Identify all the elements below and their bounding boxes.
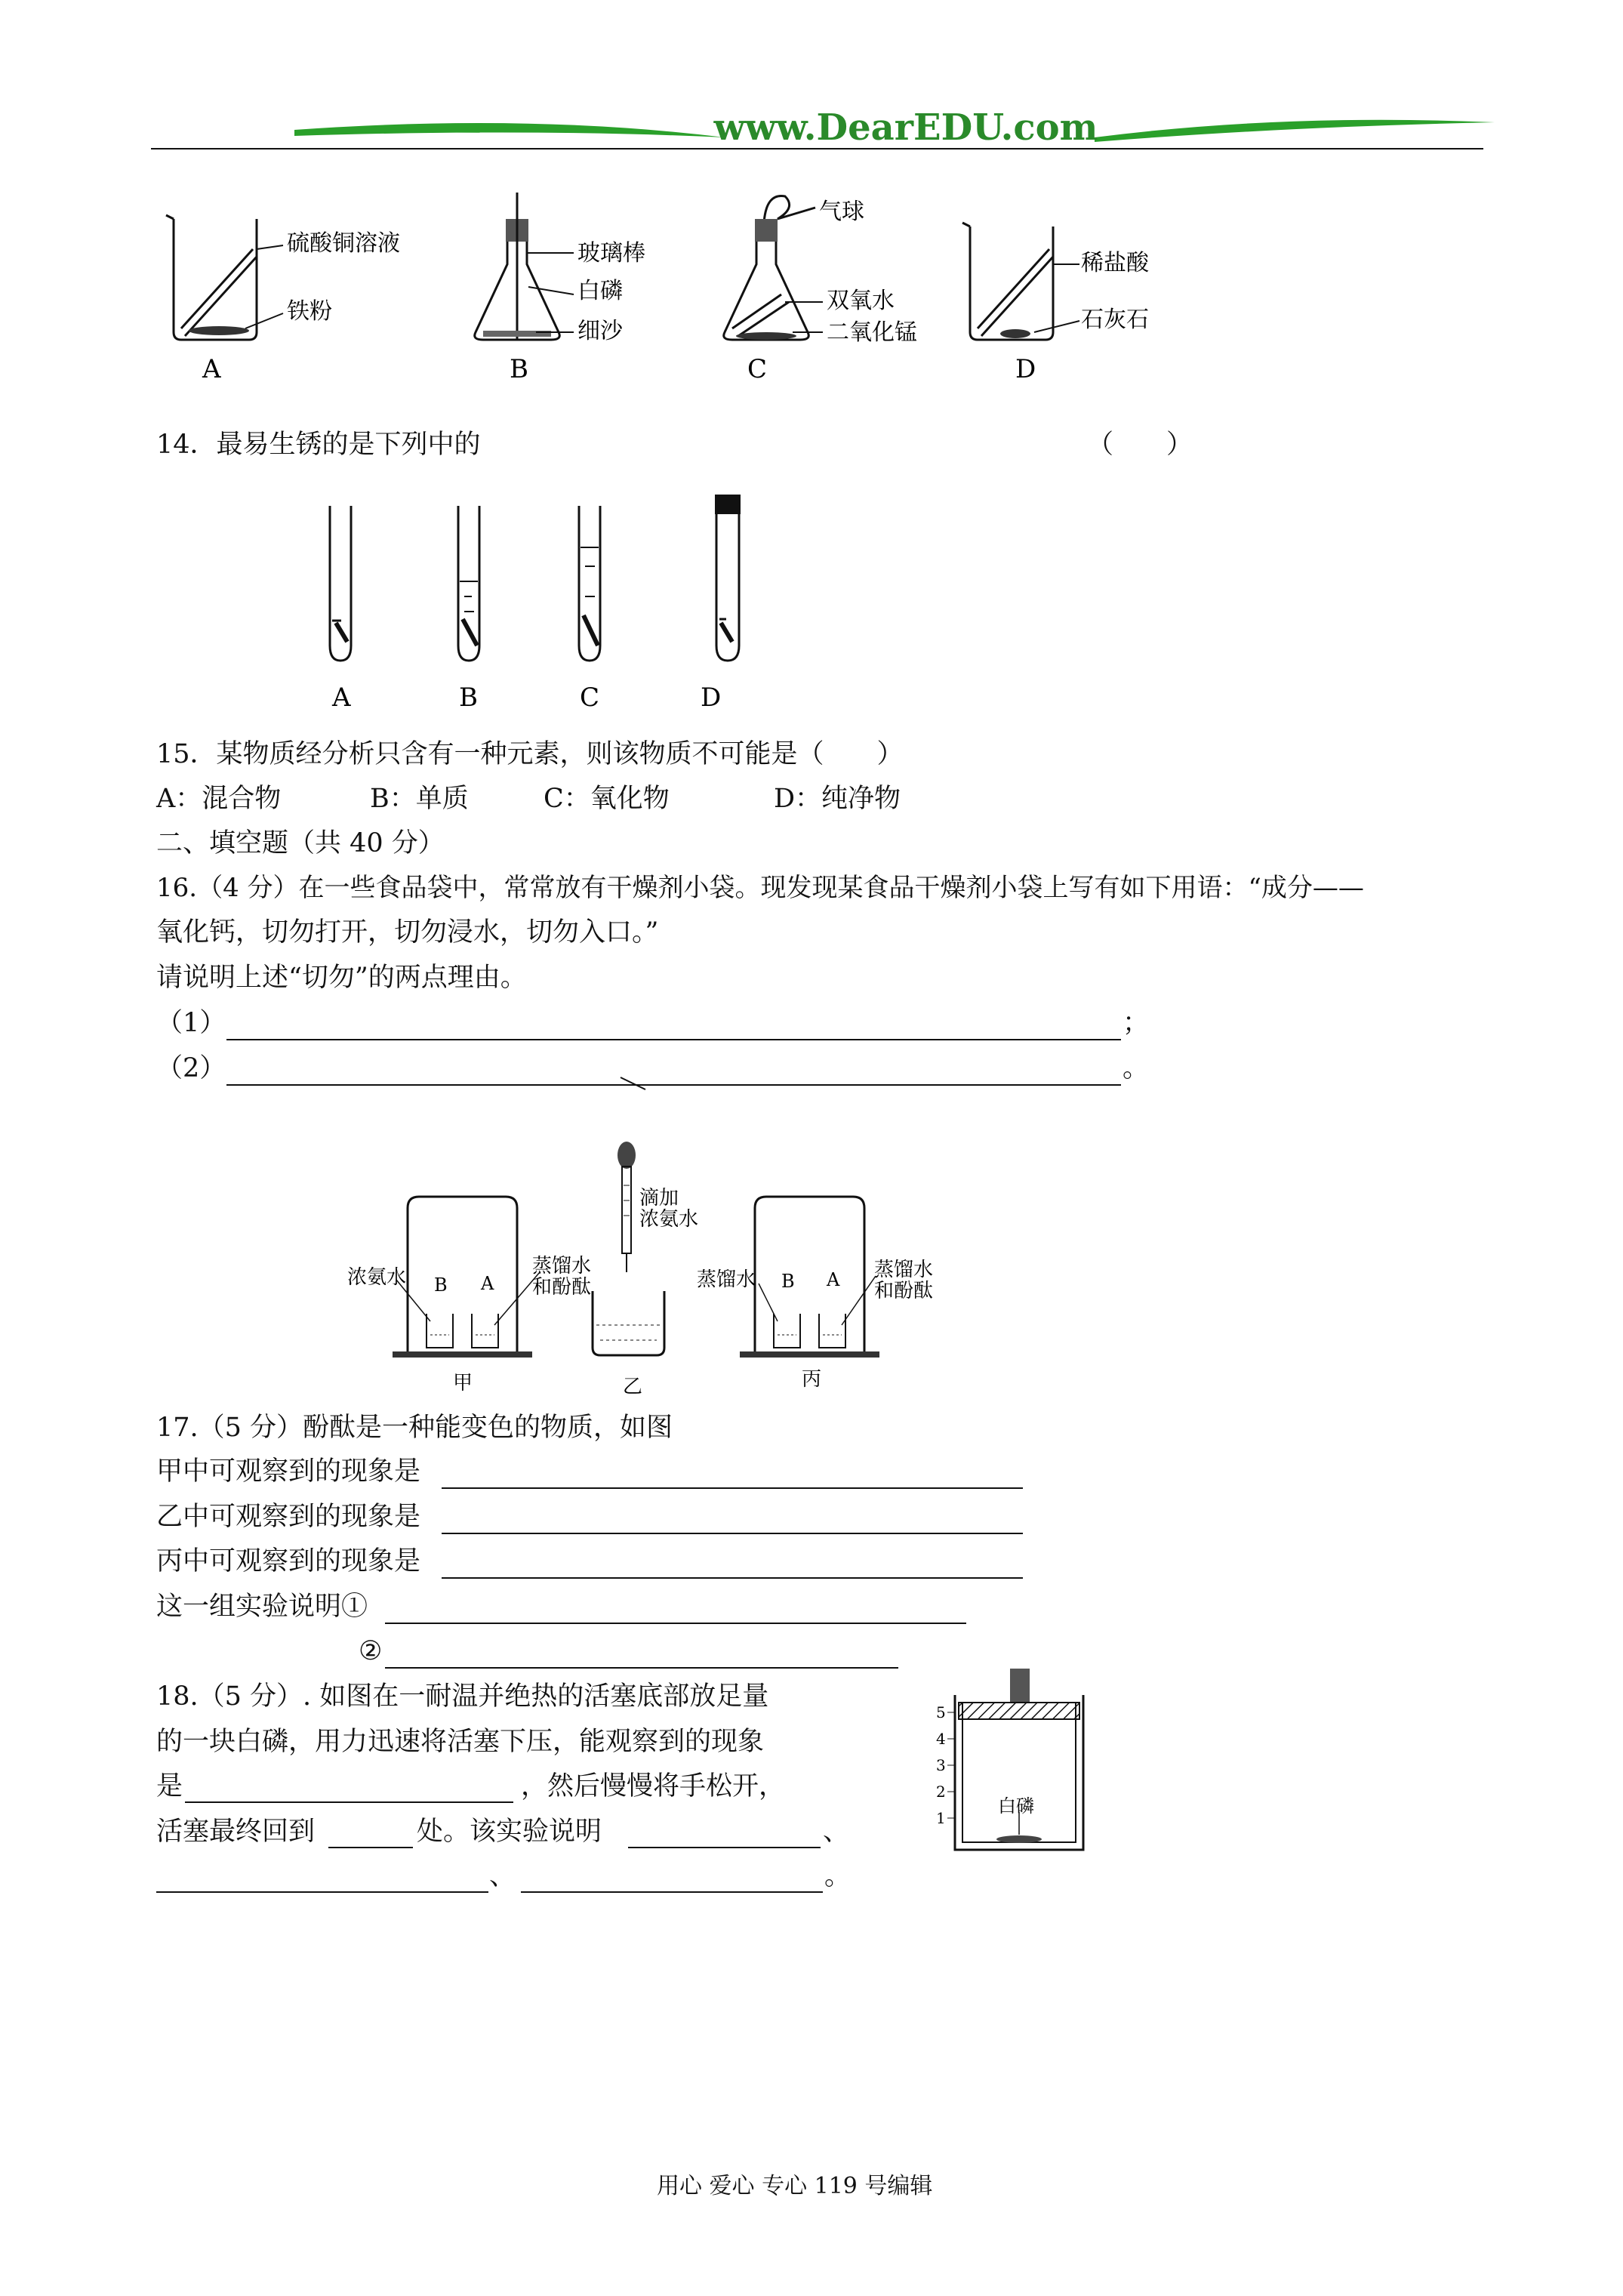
jia-label-water: 蒸馏水 [532,1255,592,1277]
q18-line3b: ，然后慢慢将手松开， [521,1771,786,1801]
scale-4: 4 [936,1730,946,1748]
q15-option-d: D：纯净物 [774,784,901,814]
figure-q13 [151,189,1149,393]
bell-jar-bing-icon [740,1197,879,1358]
q17-answer-yi[interactable] [442,1533,1023,1534]
flask-b-icon [475,193,574,340]
jia-label-ammonia: 浓氨水 [347,1266,407,1289]
scale-5: 5 [936,1703,946,1721]
label-glass-rod: 玻璃棒 [577,240,645,267]
scale-1: 1 [936,1809,946,1827]
q18-line5a: 、 [489,1861,516,1891]
q14-letter-a: A [332,683,351,713]
bing-label-a: A [827,1269,840,1290]
jia-label-a: A [481,1273,494,1294]
fig13-letter-d: D [1015,354,1036,384]
figure-q17 [340,1140,981,1404]
fig13-letter-a: A [202,354,221,384]
bing-label-water: 蒸馏水 [697,1268,756,1291]
figure-q14 [302,491,770,717]
q15-option-b: B：单质 [370,784,469,814]
q17-title: 17.（5 分）酚酞是一种能变色的物质，如图 [156,1413,673,1443]
piston-label-white-phosphorus: 白磷 [998,1795,1034,1817]
yi-label-ammonia: 浓氨水 [639,1208,699,1231]
header-banner [151,106,1570,159]
caption-yi: 乙 [623,1376,643,1398]
jia-label-phenolphthalein: 和酚酞 [532,1276,592,1299]
q18-answer-explain3[interactable] [521,1891,823,1893]
q15-text: 15．某物质经分析只含有一种元素，则该物质不可能是（ ） [156,739,904,769]
label-white-phosphorus: 白磷 [577,278,623,304]
q18-line5b: 。 [824,1861,852,1891]
q18-answer-explain1[interactable] [628,1847,821,1848]
q16-blank2-end: 。 [1123,1053,1150,1083]
q18-answer-phenomenon[interactable] [185,1801,513,1803]
q17-line-jia: 甲中可观察到的现象是 [156,1456,421,1487]
bing-label-water2: 蒸馏水 [874,1259,934,1281]
dropper-beaker-yi-icon [593,1142,664,1355]
bing-label-phenolphthalein: 和酚酞 [874,1280,934,1302]
q17-answer-conclusion2[interactable] [385,1667,898,1669]
q14-letter-d: D [701,683,722,713]
q18-line4b: 处。该实验说明 [417,1817,602,1847]
section-2-title: 二、填空题（共 40 分） [156,828,445,858]
label-balloon: 气球 [819,199,864,225]
header-rule [151,148,1483,149]
test-tube-b-icon [458,506,479,661]
test-tube-a-icon [330,506,351,661]
fig13-letter-b: B [510,354,528,384]
q16-blank2-label: （2） [156,1053,226,1083]
test-tube-d-icon [715,495,741,661]
q17-line-bing: 丙中可观察到的现象是 [156,1546,421,1576]
test-tube-c-icon [579,506,600,661]
q14-text: 14．最易生锈的是下列中的 [156,430,481,460]
scale-2: 2 [936,1783,946,1801]
q16-line1: 16.（4 分）在一些食品袋中，常常放有干燥剂小袋。现发现某食品干燥剂小袋上写有如下用语：“成分—— [156,873,1364,903]
label-copper-sulfate: 硫酸铜溶液 [287,230,400,257]
q16-blank1-label: （1） [156,1008,226,1038]
q18-answer-position[interactable] [328,1847,413,1848]
header-swoosh-icon [151,106,1570,159]
label-limestone: 石灰石 [1081,307,1149,333]
flask-c-icon [724,196,823,340]
label-fine-sand: 细沙 [577,318,623,344]
q16-answer-line-2[interactable] [226,1084,1121,1086]
q15-option-c: C：氧化物 [544,784,670,814]
caption-jia: 甲 [453,1372,473,1395]
q14-answer-paren: （ ） [1087,430,1193,460]
scale-3: 3 [936,1756,946,1774]
q14-letter-c: C [580,683,600,713]
label-dilute-hcl: 稀盐酸 [1081,250,1149,276]
bing-label-b: B [781,1271,795,1292]
q17-answer-conclusion1[interactable] [385,1623,966,1624]
jia-label-b: B [434,1274,448,1296]
q18-line1: 18.（5 分）. 如图在一耐温并绝热的活塞底部放足量 [156,1681,769,1712]
q17-line-yi: 乙中可观察到的现象是 [156,1502,421,1532]
q15-option-a: A：混合物 [156,784,282,814]
q17-line-conclusion2: ② [359,1636,383,1666]
q18-answer-explain2[interactable] [156,1891,488,1893]
q16-blank1-end: ； [1123,1008,1150,1038]
q16-answer-line-1[interactable] [226,1039,1121,1040]
q14-letter-b: B [459,683,478,713]
q18-line4a: 活塞最终回到 [156,1817,316,1847]
q16-line3: 请说明上述“切勿”的两点理由。 [156,963,527,993]
q18-line2: 的一块白磷，用力迅速将活塞下压，能观察到的现象 [156,1727,765,1757]
q18-line4c: 、 [823,1817,850,1847]
bell-jar-jia-icon [393,1197,540,1358]
label-iron-powder: 铁粉 [287,298,332,325]
label-manganese-dioxide: 二氧化锰 [827,319,917,346]
header-brand: www.DearEDU.com [713,106,1098,149]
yi-label-add: 滴加 [639,1187,679,1210]
caption-bing: 丙 [802,1368,822,1391]
beaker-a-icon [166,215,283,340]
fig13-letter-c: C [747,354,768,384]
q18-line3a: 是 [156,1771,183,1801]
beaker-d-icon [962,223,1079,340]
page-footer: 用心 爱心 专心 119 号编辑 [657,2173,933,2199]
q17-answer-bing[interactable] [442,1577,1023,1579]
q17-line-conclusion1: 这一组实验说明① [156,1592,368,1622]
label-hydrogen-peroxide: 双氧水 [827,288,895,314]
stray-mark [619,1076,649,1091]
q17-answer-jia[interactable] [442,1487,1023,1489]
q16-line2: 氧化钙，切勿打开，切勿浸水，切勿入口。” [156,917,659,948]
figure-q18-piston [929,1661,1110,1865]
